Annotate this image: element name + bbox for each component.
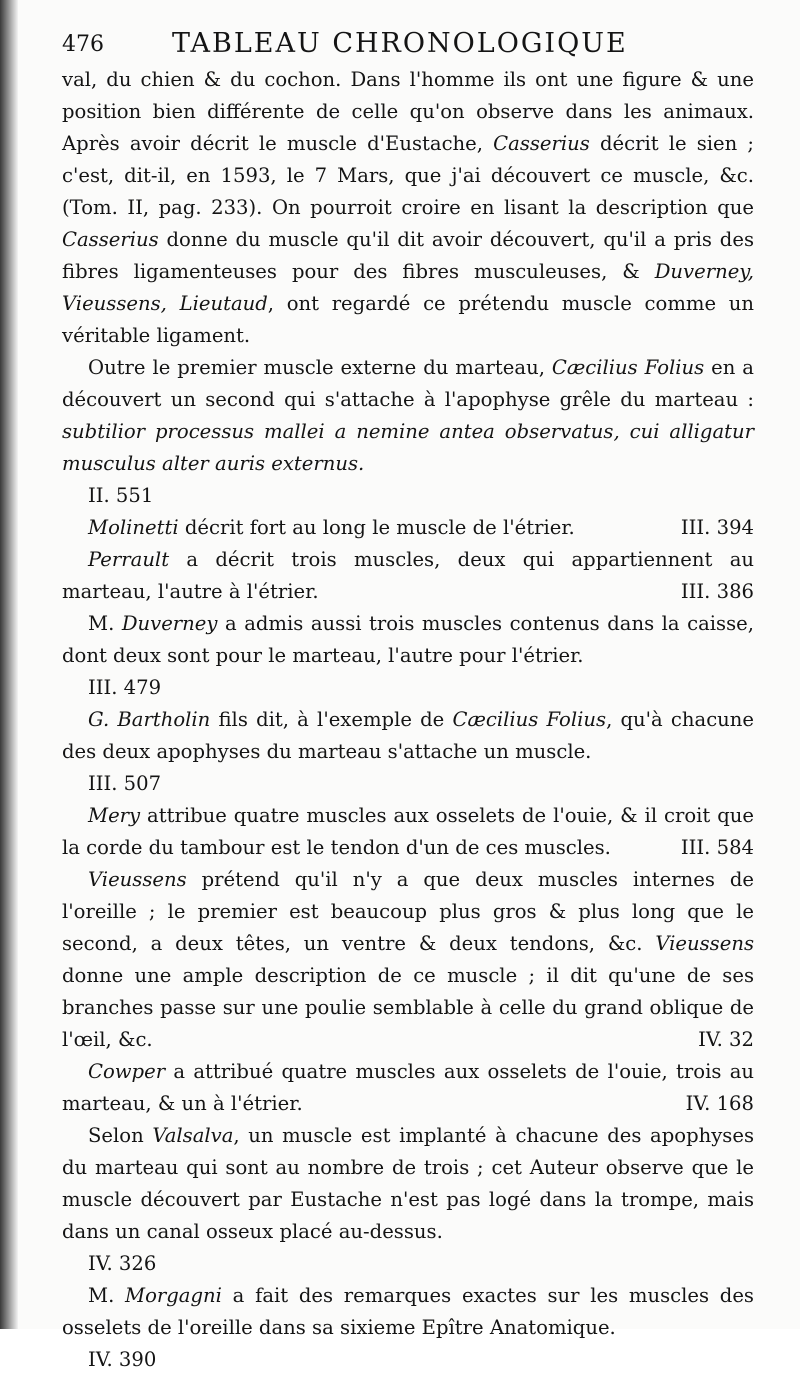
paragraph-text: M. [88,612,122,635]
volume-page-reference: II. 551 [88,484,154,507]
paragraph-text: fils dit, à l'exemple de [210,708,453,731]
author-name: Duverney [121,612,218,635]
paragraph-text: donne du muscle qu'il dit avoir découvert, qu'il a pris des fibres ligamenteuses pour des fibres musculeuses, & [62,228,754,283]
paragraph-7 [62,800,754,864]
paragraph-text: prétend qu'il n'y a que deux muscles internes de l'oreille ; le premier est beaucoup plus gros & plus long que le second, a deux têtes, un ventre & deux tendons, &c. [62,868,754,955]
author-name: Cowper [88,1060,166,1083]
paragraph-text: M. [88,1284,126,1307]
volume-page-reference: III. 479 [88,676,162,699]
paragraph-text: , un muscle est implanté à chacune des apophyses du marteau qui sont au nombre de trois ; cet Auteur observe que le muscle découvert par Eustache n'est pas logé dans la trompe, mais dans un canal osseux placé au-dessus. [62,1124,755,1243]
author-name: Casserius [493,132,590,155]
page-body [62,64,754,1376]
author-name: Morgagni [125,1284,222,1307]
paragraph-text: attribue quatre muscles aux osselets de l'ouie, & il croit que la corde du tambour est le tendon d'un de ces muscles. [62,804,754,859]
author-name: Duverney, Vieussens, Lieutaud [62,260,754,315]
paragraph-text: donne une ample description de ce muscle ; il dit qu'une de ses branches passe sur une poulie semblable à celle du grand oblique de l'œil, &c. [62,964,754,1051]
volume-page-reference: IV. 32 [698,1028,754,1051]
volume-page-reference: IV. 168 [685,1092,754,1115]
paragraph-11 [62,1280,754,1376]
paragraph-text: Selon [88,1124,153,1147]
paragraph-5 [62,608,754,704]
paragraph-8 [62,864,754,1056]
paragraph-6 [62,704,754,800]
author-name: Vieussens [655,932,754,955]
paragraph-text: décrit le sien ; c'est, dit-il, en 1593, le 7 Mars, que j'ai découvert ce muscle, &c. (Tom. II, pag. 233). On pourroit croire en lisant la description que [62,132,754,219]
author-name: Vieussens [88,868,187,891]
paragraph-text: val, du chien & du cochon. Dans l'homme ils ont une figure & une position bien différente de celle qu'on observe dans les animaux. Après avoir décrit le muscle d'Eustache, [62,68,754,155]
volume-page-reference: III. 507 [88,772,162,795]
author-name: Cæcilius Folius [551,356,705,379]
paragraph-text: en a découvert un second qui s'attache à l'apophyse grêle du marteau : [62,356,754,411]
author-name: Valsalva [152,1124,234,1147]
volume-page-reference: IV. 390 [88,1348,157,1371]
page-gutter-shadow [0,0,18,1329]
paragraph-text: , qu'à chacune des deux apophyses du marteau s'attache un muscle. [62,708,754,763]
paragraph-text: a décrit trois muscles, deux qui appartiennent au marteau, l'autre à l'étrier. [62,548,754,603]
volume-page-reference: III. 386 [680,580,754,603]
running-title: TABLEAU CHRONOLOGIQUE [172,28,628,59]
author-name: Perrault [88,548,170,571]
author-name: Cæcilius Folius [452,708,607,731]
volume-page-reference: IV. 326 [88,1252,157,1275]
paragraph-text: a admis aussi trois muscles contenus dans la caisse, dont deux sont pour le marteau, l'autre pour l'étrier. [62,612,754,667]
paragraph-10 [62,1120,754,1280]
paragraph-text: , ont regardé ce prétendu muscle comme un véritable ligament. [62,292,754,347]
volume-page-reference: III. 394 [680,516,754,539]
paragraph-1 [62,64,754,352]
paragraph-3 [62,512,754,544]
author-name: Molinetti [88,516,179,539]
author-name: Casserius [62,228,159,251]
latin-quote: subtilior processus mallei a nemine antea observatus, cui alligatur musculus alter auris externus. [62,420,754,475]
author-name: Mery [88,804,141,827]
paragraph-9 [62,1056,754,1120]
author-name: G. Bartholin [88,708,211,731]
paragraph-text: a fait des remarques exactes sur les muscles des osselets de l'oreille dans sa sixieme Epître Anatomique. [62,1284,754,1339]
page-header [62,26,762,66]
paragraph-text: a attribué quatre muscles aux osselets de l'ouie, trois au marteau, & un à l'étrier. [62,1060,754,1115]
paragraph-2 [62,352,754,512]
paragraph-text: décrit fort au long le muscle de l'étrier. [178,516,575,539]
page-number: 476 [62,32,104,57]
paragraph-4 [62,544,754,608]
volume-page-reference: III. 584 [680,836,754,859]
paragraph-text: Outre le premier muscle externe du marteau, [88,356,552,379]
